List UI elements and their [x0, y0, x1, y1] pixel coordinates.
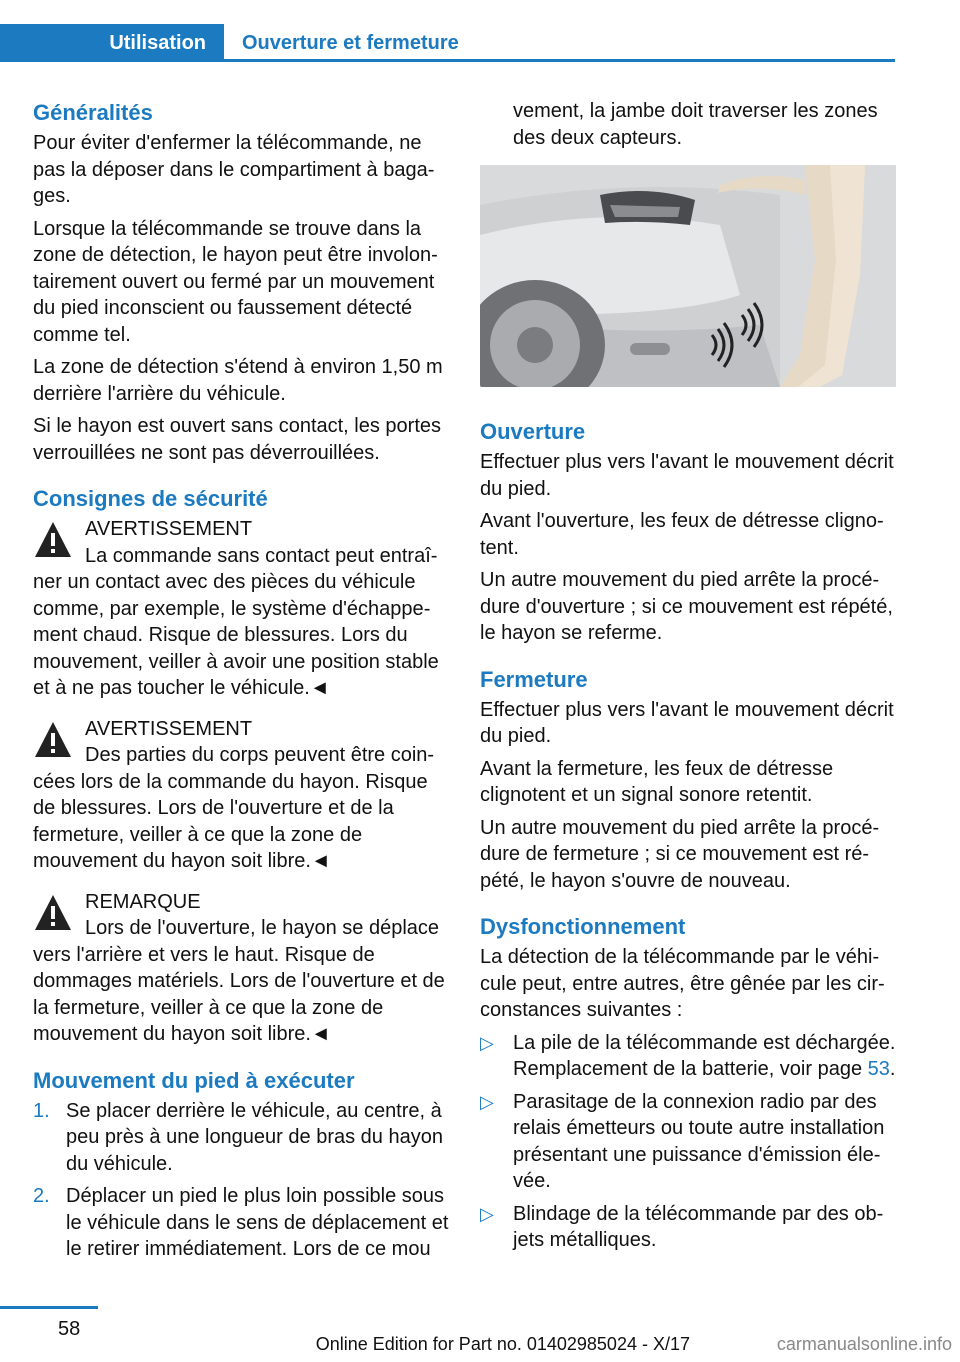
- watermark: carmanualsonline.info: [776, 1334, 952, 1354]
- paragraph: Si le hayon est ouvert sans contact, les portes verrouillées ne sont pas déverrouillées.: [33, 415, 441, 464]
- edition-text: Online Edition for Part no. 01402985024 - X/17: [315, 1334, 690, 1354]
- bullet-arrow-icon: ▷: [480, 1203, 494, 1224]
- step-continuation: vement, la jambe doit traverser les zones des deux capteurs.: [513, 100, 878, 149]
- bullet-list: [480, 1030, 896, 1254]
- page-link[interactable]: 53: [867, 1058, 890, 1080]
- paragraph: Avant la fermeture, les feux de détresse clignotent et un signal sonore retentit.: [480, 757, 834, 806]
- heading-fermeture: Fermeture: [480, 666, 588, 692]
- paragraph: Effectuer plus vers l'avant le mouvement décrit du pied.: [480, 451, 894, 500]
- list-item: [480, 1089, 896, 1195]
- paragraph: Lorsque la télécommande se trouve dans la zone de détection, le hayon peut être involontairement ouvert ou fermé par un mouvement du pied inconscient ou faussement détecté comme tel.: [33, 217, 438, 346]
- header-tabs: [0, 24, 895, 62]
- warning-text: Des parties du corps peuvent être coincées lors de la commande du hayon. Risque de blessures. Lors de l'ouverture et de la fermeture, veiller à ce que la zone de mouvement du hayon soit libre.◄: [33, 744, 435, 872]
- paragraph: Un autre mouvement du pied arrête la procédure d'ouverture ; si ce mouvement est répété, le hayon se referme.: [480, 569, 893, 644]
- section-dysfonctionnement: [480, 912, 896, 1254]
- step-number: 2.: [33, 1185, 50, 1207]
- heading-ouverture: Ouverture: [480, 419, 586, 444]
- paragraph: La détection de la télécommande par le véhicule peut, entre autres, être gênée par les circonstances suivantes :: [480, 946, 885, 1021]
- heading-consignes: Consignes de sécurité: [33, 486, 268, 511]
- step-number: 1.: [33, 1099, 50, 1122]
- paragraph: Un autre mouvement du pied arrête la procédure de fermeture ; si ce mouvement est répété, le hayon s'ouvre de nouveau.: [480, 816, 880, 892]
- bullet-text: Blindage de la télécommande par des objets métalliques.: [513, 1202, 884, 1251]
- warning-title: AVERTISSEMENT: [85, 518, 253, 540]
- heading-mouvement: Mouvement du pied à exécuter: [33, 1067, 355, 1093]
- list-item: [480, 1201, 896, 1254]
- bullet-arrow-icon: ▷: [480, 1032, 494, 1053]
- warning-block: [33, 716, 450, 875]
- tab-utilisation[interactable]: Utilisation: [0, 24, 224, 62]
- notice-title: REMARQUE: [85, 890, 201, 913]
- list-item: [480, 1030, 896, 1083]
- section-generalites: [33, 98, 450, 466]
- tab-ouverture-fermeture[interactable]: Ouverture et fermeture: [242, 32, 459, 54]
- bullet-text: Parasitage de la connexion radio par des relais émetteurs ou toute autre installation présentant une puissance d'émission élevée.: [513, 1090, 885, 1192]
- heading-generalites: Généralités: [33, 100, 153, 125]
- footer-divider: [0, 1306, 98, 1309]
- heading-dysfonctionnement: Dysfonctionnement: [480, 914, 686, 939]
- right-column: [480, 98, 896, 1260]
- warning-block: [33, 516, 450, 702]
- notice-block: [33, 889, 450, 1048]
- step-text: Se placer derrière le véhicule, au centre, à peu près à une longueur de bras du hayon du véhicule.: [66, 1099, 443, 1175]
- warning-text: La commande sans contact peut entraîner un contact avec des pièces du véhicule comme, par exemple, le système d'échappement chaud. Risque de blessures. Lors du mouvement, veiller à avoir une position stable et à ne pas toucher le véhicule.◄: [33, 544, 439, 699]
- section-ouverture: [480, 417, 896, 647]
- paragraph: La zone de détection s'étend à environ 1,50 m derrière l'arrière du véhicule.: [33, 356, 443, 405]
- warning-title: AVERTISSEMENT: [85, 717, 253, 740]
- notice-text: Lors de l'ouverture, le hayon se déplace vers l'arrière et vers le haut. Risque de dommages matériels. Lors de l'ouverture et de la fermeture, veiller à ce que la zone de mouvement du hayon soit libre.◄: [33, 917, 445, 1045]
- paragraph: Pour éviter d'enfermer la télécommande, ne pas la déposer dans le compartiment à bagages.: [33, 132, 435, 207]
- list-item: [33, 1183, 450, 1263]
- steps-list: [33, 1098, 450, 1263]
- section-mouvement: [33, 1066, 450, 1263]
- left-column: [33, 98, 450, 1269]
- header-divider: [224, 59, 895, 62]
- warning-triangle-icon: [33, 520, 73, 560]
- warning-triangle-icon: [33, 893, 73, 933]
- page-number: 58: [58, 1318, 81, 1340]
- warning-triangle-icon: [33, 720, 73, 760]
- paragraph: Avant l'ouverture, les feux de détresse clignotent.: [480, 510, 884, 559]
- step-text: Déplacer un pied le plus loin possible sous le véhicule dans le sens de déplacement et le retirer immédiatement. Lors de ce mou: [66, 1185, 449, 1260]
- paragraph: Effectuer plus vers l'avant le mouvement décrit du pied.: [480, 698, 894, 747]
- bullet-arrow-icon: ▷: [480, 1091, 494, 1112]
- section-fermeture: [480, 665, 896, 895]
- bullet-text-end: .: [889, 1058, 896, 1080]
- list-item: [33, 1098, 450, 1178]
- tailgate-foot-gesture-illustration: [480, 165, 896, 387]
- bullet-text: La pile de la télécommande est déchargée. Remplacement de la batterie, voir page: [513, 1031, 896, 1080]
- section-consignes: [33, 484, 450, 1048]
